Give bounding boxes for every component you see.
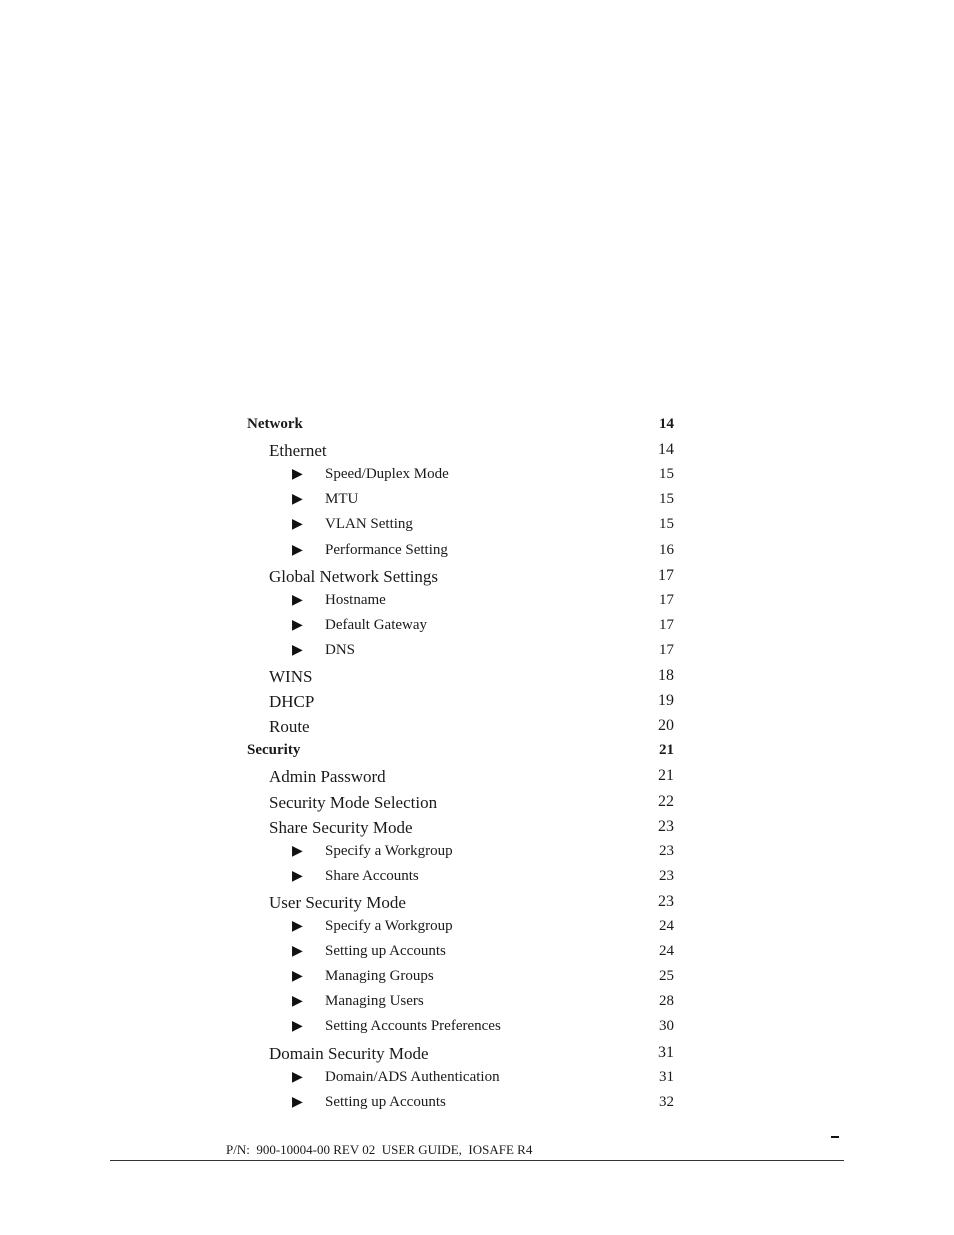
arrow-bullet-icon: ▶	[292, 943, 303, 960]
toc-entry[interactable]	[0, 767, 954, 787]
toc-label: Managing Groups	[325, 968, 434, 985]
toc-label: Security	[247, 742, 301, 759]
toc-entry[interactable]	[0, 667, 954, 687]
toc-label: Domain/ADS Authentication	[325, 1068, 500, 1085]
toc-entry[interactable]	[0, 441, 954, 461]
toc-entry[interactable]	[0, 717, 954, 737]
toc-page-number: 19	[658, 692, 674, 710]
toc-entry[interactable]	[0, 793, 954, 813]
toc-subentry[interactable]	[0, 592, 954, 612]
toc-page-number: 22	[658, 792, 674, 810]
toc-label: Domain Security Mode	[269, 1043, 429, 1063]
toc-label: Performance Setting	[325, 541, 448, 558]
toc-page-number: 17	[659, 591, 674, 608]
toc-page-number: 21	[659, 742, 674, 759]
toc-page-number: 20	[658, 717, 674, 735]
toc-page-number: 15	[659, 516, 674, 533]
toc-page-number: 17	[659, 641, 674, 658]
toc-subentry[interactable]	[0, 617, 954, 637]
toc-entry[interactable]	[0, 1044, 954, 1064]
arrow-bullet-icon: ▶	[292, 918, 303, 934]
arrow-bullet-icon: ▶	[292, 1093, 303, 1110]
toc-label: DNS	[325, 641, 356, 658]
arrow-bullet-icon: ▶	[292, 867, 303, 884]
corner-mark	[831, 1136, 839, 1138]
arrow-bullet-icon: ▶	[292, 516, 303, 533]
toc-page-number: 15	[659, 491, 674, 508]
toc-label: DHCP	[269, 692, 315, 712]
arrow-bullet-icon: ▶	[292, 541, 303, 558]
toc-subentry[interactable]	[0, 968, 954, 988]
toc-page-number: 14	[659, 416, 674, 432]
arrow-bullet-icon: ▶	[292, 591, 303, 608]
toc-entry[interactable]	[0, 692, 954, 712]
toc-page-number: 23	[659, 867, 674, 884]
arrow-bullet-icon: ▶	[292, 842, 303, 859]
footer-part-number: P/N: 900-10004-00 REV 02 USER GUIDE, IOSAFE R4	[226, 1142, 533, 1157]
toc-label: Setting Accounts Preferences	[325, 1018, 501, 1035]
toc-page-number: 31	[659, 1068, 674, 1085]
toc-page-number: 31	[658, 1043, 674, 1061]
toc-entry[interactable]	[0, 893, 954, 913]
arrow-bullet-icon: ▶	[292, 641, 303, 658]
toc-label: Admin Password	[269, 767, 386, 787]
toc-section-heading[interactable]	[0, 742, 954, 762]
toc-subentry[interactable]	[0, 868, 954, 888]
toc-page-number: 18	[658, 667, 674, 684]
toc-label: Default Gateway	[325, 616, 428, 633]
arrow-bullet-icon: ▶	[292, 968, 303, 985]
toc-subentry[interactable]	[0, 491, 954, 511]
toc-page-number: 25	[659, 968, 674, 985]
toc-label: Share Accounts	[325, 867, 419, 884]
toc-subentry[interactable]	[0, 993, 954, 1013]
toc-label: Global Network Settings	[269, 566, 439, 586]
arrow-bullet-icon: ▶	[292, 466, 303, 483]
toc-label: Security Mode Selection	[269, 792, 438, 812]
toc-page-number: 24	[659, 918, 674, 934]
toc-label: Network	[247, 416, 303, 432]
toc-page-number: 28	[659, 993, 674, 1010]
toc-subentry[interactable]	[0, 542, 954, 562]
toc-page-number: 24	[659, 943, 674, 960]
toc-section-heading[interactable]	[0, 416, 954, 436]
toc-subentry[interactable]	[0, 1018, 954, 1038]
toc-subentry[interactable]	[0, 642, 954, 662]
toc-subentry[interactable]	[0, 1094, 954, 1114]
toc-label: MTU	[325, 491, 359, 508]
toc-subentry[interactable]	[0, 943, 954, 963]
toc-subentry[interactable]	[0, 843, 954, 863]
toc-subentry[interactable]	[0, 1069, 954, 1089]
toc-label: Hostname	[325, 591, 386, 608]
toc-page-number: 17	[658, 566, 674, 584]
toc-page-number: 21	[658, 767, 674, 785]
toc-label: Speed/Duplex Mode	[325, 466, 449, 483]
toc-page-number: 14	[658, 441, 674, 459]
toc-page-number: 32	[659, 1093, 674, 1110]
toc-label: Share Security Mode	[269, 817, 413, 837]
toc-page-number: 15	[659, 466, 674, 483]
toc-label: Ethernet	[269, 441, 327, 461]
toc-page-number: 23	[658, 817, 674, 835]
toc-entry[interactable]	[0, 567, 954, 587]
toc-subentry[interactable]	[0, 466, 954, 486]
toc-label: WINS	[269, 667, 313, 686]
toc-label: Setting up Accounts	[325, 943, 446, 960]
toc-page-number: 17	[659, 616, 674, 633]
footer-divider	[110, 1160, 844, 1161]
toc-subentry[interactable]	[0, 918, 954, 938]
arrow-bullet-icon: ▶	[292, 1068, 303, 1085]
toc-subentry[interactable]	[0, 516, 954, 536]
toc-label: Specify a Workgroup	[325, 918, 453, 934]
toc-label: Specify a Workgroup	[325, 842, 453, 859]
toc-page-number: 23	[659, 842, 674, 859]
toc-label: VLAN Setting	[325, 516, 413, 533]
arrow-bullet-icon: ▶	[292, 491, 303, 508]
toc-label: Managing Users	[325, 993, 424, 1010]
arrow-bullet-icon: ▶	[292, 616, 303, 633]
toc-label: Setting up Accounts	[325, 1093, 446, 1110]
arrow-bullet-icon: ▶	[292, 1018, 303, 1035]
toc-page-number: 16	[659, 541, 674, 558]
toc-label: User Security Mode	[269, 892, 406, 912]
toc-label: Route	[269, 717, 310, 737]
toc-page-number: 23	[658, 892, 674, 910]
toc-page-number: 30	[659, 1018, 674, 1035]
toc-entry[interactable]	[0, 818, 954, 838]
arrow-bullet-icon: ▶	[292, 993, 303, 1010]
